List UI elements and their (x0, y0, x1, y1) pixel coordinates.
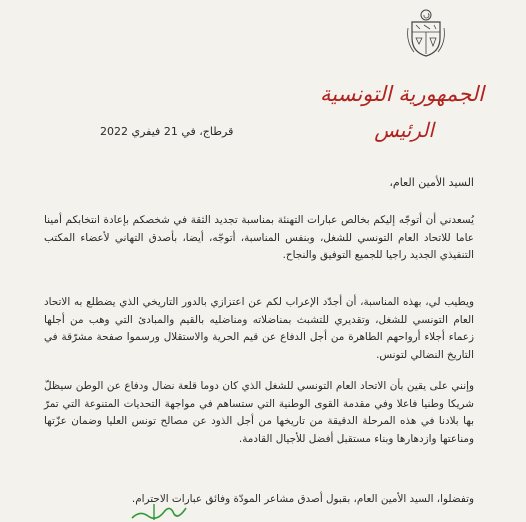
letter-date: قرطاج، في 21 فيفري 2022 (100, 125, 234, 138)
president-heading: الرئيس (374, 118, 434, 142)
paragraph-national-partner: وإنني على يقين بأن الاتحاد العام التونسي للشغل الذي كان دوما قلعة نضال ودفاع عن الوطن سيظلّ شريكا وطنيا فاعلا وفي مقدمة القوى الوطنية التي ستساهم في مواجهة التحديات المتنوعة التي تمرّ بها بلادنا في هذه المرحلة الدقيقة من تاريخها من أجل الذود عن مصالح تونس العليا وضمان عزّتها ومناعتها وازدهارها وبناء مستقبل أفضل للأجيال القادمة. (44, 380, 474, 445)
republic-heading: الجمهورية التونسية (320, 82, 484, 106)
paragraph-historic-role: ويطيب لي، بهذه المناسبة، أن أجدّد الإعراب لكم عن اعتزازي بالدور التاريخي الذي يضطلع به الاتحاد العام التونسي للشغل، وتقديري للتشبث بمناضلاته ومناضليه بالقيم والمبادئ التي وهب من أجلها زعماء أجلاء أرواحهم الطاهرة من أجل الدفاع عن قيم الحرية والاستقلال ورسموا صفحة مشرّقة في التاريخ النضالي لتونس. (44, 296, 474, 361)
coat-of-arms-icon (404, 8, 448, 60)
signature-icon (130, 500, 190, 522)
salutation: السيد الأمين العام، (389, 176, 474, 189)
closing-line: وتفضلوا، السيد الأمين العام، بقبول أصدق مشاعر المودّة وفائق عبارات الاحترام. (131, 493, 474, 505)
paragraph-congratulations: يُسعدني أن أتوجّه إليكم بخالص عبارات التهنئة بمناسبة تجديد الثقة في شخصكم بإعادة انتخابكم أمينا عاما للاتحاد العام التونسي للشغل، وبنفس المناسبة، أتوجّه، أيضا، بأصدق التهاني لأعضاء المكتب التنفيذي الجديد راجيا للجميع التوفيق والنجاح. (44, 214, 474, 262)
